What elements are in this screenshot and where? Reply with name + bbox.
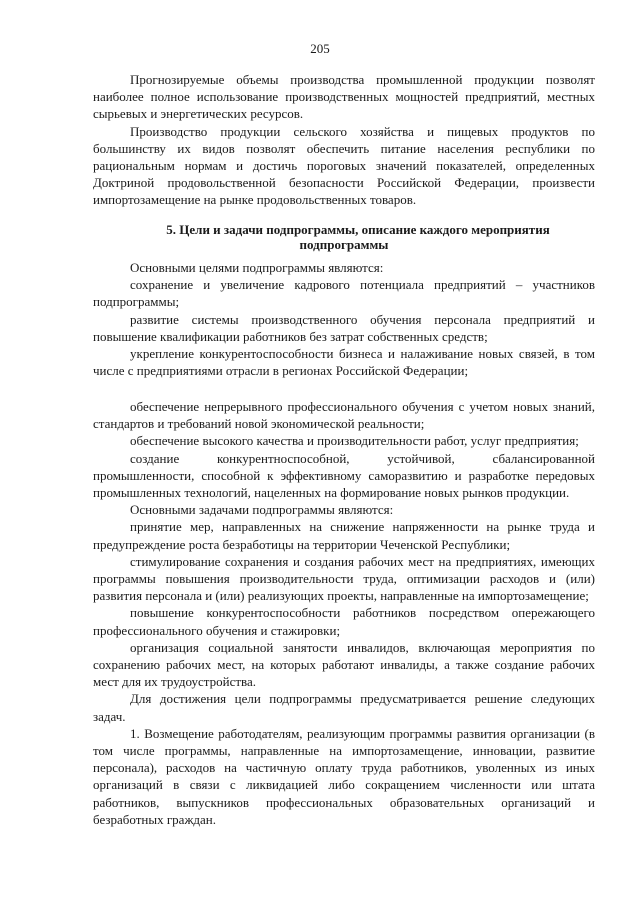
section-heading-line1: 5. Цели и задачи подпрограммы, описание каждого мероприятия (166, 222, 550, 237)
task-item: повышение конкурентоспособности работников посредством опережающего профессионального обучения и стажировки; (93, 605, 595, 638)
paragraph-production-volumes: Прогнозируемые объемы производства промышленной продукции позволят наиболее полное использование производственных мощностей предприятий, местных сырьевых и энергетических ресурсов. (93, 72, 595, 122)
goal-item: обеспечение непрерывного профессионального обучения с учетом новых знаний, стандартов и требований новой экономической реальности; (93, 399, 595, 432)
goals-tasks-block (93, 398, 595, 828)
measures-intro: Для достижения цели подпрограммы предусматривается решение следующих задач. (93, 691, 595, 724)
goals-block (93, 259, 595, 379)
goal-item: развитие системы производственного обучения персонала предприятий и повышение квалификации работников без затрат собственных средств; (93, 311, 595, 344)
paragraph-agriculture-output: Производство продукции сельского хозяйства и пищевых продуктов по большинству их видов позволят обеспечить питание населения республики по рациональным нормам и достичь пороговых значений показателей, определенных Доктриной продовольственной безопасности Российской Федерации, произвести импортозамещение на рынке продовольственных товаров. (93, 123, 595, 208)
task-item: организация социальной занятости инвалидов, включающая мероприятия по сохранению рабочих мест, на которых работают инвалиды, а также создание рабочих мест для их трудоустройства. (93, 639, 595, 690)
goal-item: сохранение и увеличение кадрового потенциала предприятий – участников подпрограммы; (93, 277, 595, 310)
page-number: 205 (310, 41, 330, 56)
goal-item: обеспечение высокого качества и производительности работ, услуг предприятия; (130, 433, 579, 449)
tasks-intro: Основными задачами подпрограммы являются: (130, 502, 394, 518)
task-item: принятие мер, направленных на снижение напряженности на рынке труда и предупреждение роста безработицы на территории Чеченской Республики; (93, 519, 595, 552)
goals-intro: Основными целями подпрограммы являются: (130, 260, 384, 275)
measure-item: 1. Возмещение работодателям, реализующим программы развития организации (в том числе программы, направленные на импортозамещение, инновации, развитие персонала), расходов на частичную оплату труда работников, уволенных из иных организаций в связи с ликвидацией либо сокращением численности или штата работников, выпускников профессиональных образовательных организаций и безработных граждан. (93, 725, 595, 827)
section-heading (93, 222, 595, 252)
goal-item: укрепление конкурентоспособности бизнеса и налаживание новых связей, в том числе с предприятиями отрасли в регионах Российской Федерации; (93, 346, 595, 379)
task-item: стимулирование сохранения и создания рабочих мест на предприятиях, имеющих программы повышения производительности труда, оптимизации расходов и (или) развития персонала и (или) реализующих проекты, направленные на импортозамещение; (93, 553, 595, 604)
goal-item: создание конкурентноспособной, устойчивой, сбалансированной промышленности, способной к эффективному саморазвитию и разработке передовых промышленных технологий, нацеленных на формирование новых рынков продукции. (93, 450, 595, 501)
section-heading-line2: подпрограммы (299, 237, 389, 252)
intro-block (93, 71, 595, 209)
